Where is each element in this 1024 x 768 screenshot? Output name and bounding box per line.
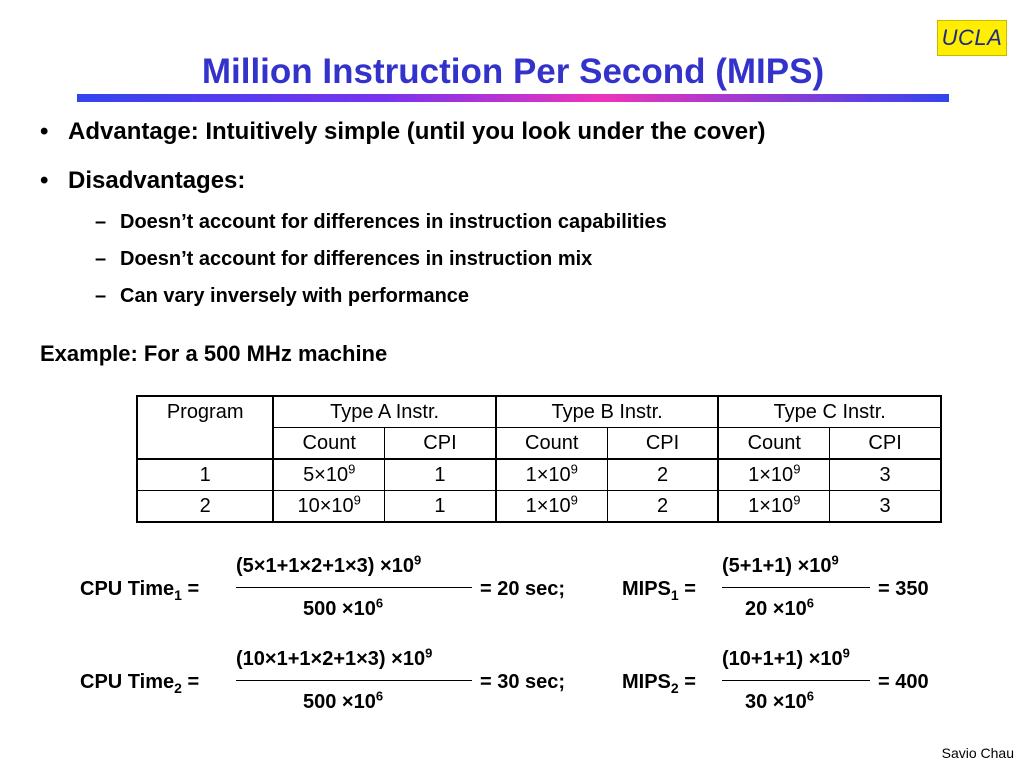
cpu-time-2-label: CPU Time$_2$ = xyxy=(80,671,200,696)
type-a-header: Type A Instr. xyxy=(273,396,496,428)
sub-bullet-dash: – xyxy=(95,248,107,270)
example-heading: Example: For a 500 MHz machine xyxy=(40,341,388,366)
cpi-cell: 2 xyxy=(607,459,718,491)
sub-bullet-inverse xyxy=(95,285,469,308)
cpi-header: CPI xyxy=(607,428,718,460)
cpu-time-2-denominator: $500 \times 10^6$ xyxy=(303,688,384,713)
count-cell: $1\times 10^9$ xyxy=(496,491,607,523)
count-header: Count xyxy=(273,428,384,460)
sub-bullet-mix xyxy=(95,248,592,271)
count-header: Count xyxy=(718,428,829,460)
sub-bullet-text: Can vary inversely with performance xyxy=(120,285,470,307)
count-cell: $1\times 10^9$ xyxy=(496,459,607,491)
sub-bullet-text: Doesn’t account for differences in instruction capabilities xyxy=(120,211,667,233)
bullet-text: Disadvantages: xyxy=(68,167,246,194)
slide-title: Million Instruction Per Second (MIPS) xyxy=(201,52,825,91)
mips-1-label: $MIPS_1$ = xyxy=(622,578,696,603)
cpu-time-1-denominator: $500 \times 10^6$ xyxy=(303,595,384,620)
cpi-header: CPI xyxy=(385,428,496,460)
bullet-dot: • xyxy=(40,118,49,145)
sub-bullet-dash: – xyxy=(95,211,107,233)
program-header-empty xyxy=(137,428,273,460)
logo-text: UCLA xyxy=(941,25,1003,50)
program-header: Program xyxy=(137,396,273,428)
bullet-disadvantages xyxy=(40,167,245,195)
fraction-line xyxy=(236,587,472,588)
mips-2-result: = 400 xyxy=(878,671,929,693)
cpi-cell: 1 xyxy=(385,491,496,523)
fraction-line xyxy=(236,680,472,681)
cpi-cell: 3 xyxy=(830,459,941,491)
program-cell: 2 xyxy=(137,491,273,523)
bullet-dot: • xyxy=(40,167,49,194)
cpi-cell: 1 xyxy=(385,459,496,491)
author-footer: Savio Chau xyxy=(941,745,1014,761)
type-c-header: Type C Instr. xyxy=(718,396,941,428)
cpu-time-1-numerator: $(5\times 1+1\times 2+1\times 3) \times 10^9$ xyxy=(236,552,422,577)
mips-2-denominator: $30 \times 10^6$ xyxy=(745,688,814,713)
sub-bullet-capabilities xyxy=(95,211,667,234)
table-row xyxy=(137,459,941,491)
count-cell: $1\times 10^9$ xyxy=(718,491,829,523)
cpu-time-2-result: = 30 sec; xyxy=(480,671,566,693)
table-header-row xyxy=(137,396,941,428)
mips-1-denominator: $20 \times 10^6$ xyxy=(745,595,814,620)
program-cell: 1 xyxy=(137,459,273,491)
mips-2-numerator: $(10+1+1) \times 10^9$ xyxy=(722,645,850,670)
ucla-logo xyxy=(937,20,1007,56)
count-cell: $1\times 10^9$ xyxy=(718,459,829,491)
type-b-header: Type B Instr. xyxy=(496,396,719,428)
mips-1-numerator: $(5+1+1) \times 10^9$ xyxy=(722,552,839,577)
count-cell: $10\times 10^9$ xyxy=(273,491,384,523)
sub-bullet-text: Doesn’t account for differences in instruction mix xyxy=(120,248,593,270)
fraction-line xyxy=(722,587,870,588)
mips-2-label: $MIPS_2$ = xyxy=(622,671,696,696)
cpi-cell: 2 xyxy=(607,491,718,523)
count-header: Count xyxy=(496,428,607,460)
bullet-advantage xyxy=(40,118,765,146)
table-row xyxy=(137,491,941,523)
sub-bullet-dash: – xyxy=(95,285,107,307)
cpi-cell: 3 xyxy=(830,491,941,523)
cpu-time-2-numerator: $(10\times 1+1\times 2+1\times 3) \times 10^9$ xyxy=(236,645,433,670)
mips-1-result: = 350 xyxy=(878,578,929,600)
fraction-line xyxy=(722,680,870,681)
bullet-text: Advantage: Intuitively simple (until you look under the cover) xyxy=(68,118,766,145)
cpu-time-1-label: CPU Time$_1$ = xyxy=(80,578,200,603)
count-cell: $5\times 10^9$ xyxy=(273,459,384,491)
title-underline xyxy=(77,94,949,102)
instruction-table xyxy=(136,395,942,523)
table-subheader-row xyxy=(137,428,941,460)
cpi-header: CPI xyxy=(830,428,941,460)
cpu-time-1-result: = 20 sec; xyxy=(480,578,566,600)
